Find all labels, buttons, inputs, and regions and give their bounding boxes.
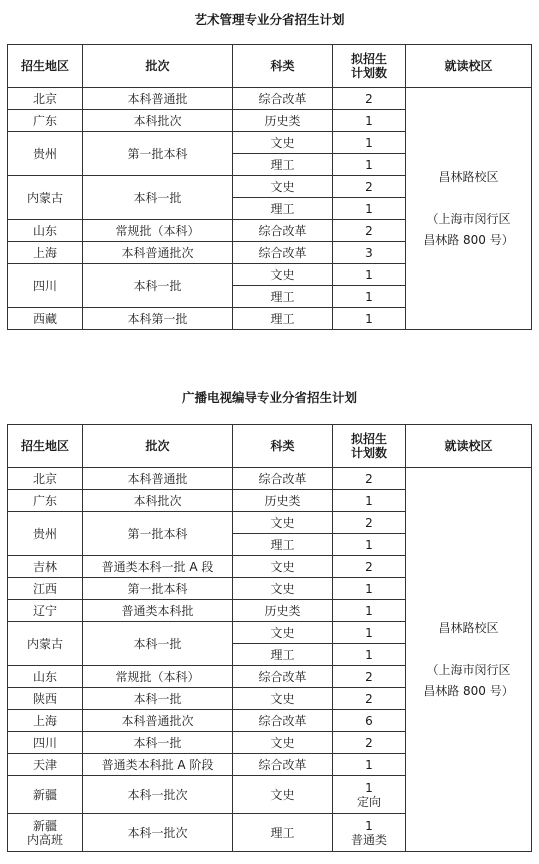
subject-type-cell: 理工	[233, 308, 333, 330]
region-cell: 上海	[8, 710, 83, 732]
batch-cell: 第一批本科	[83, 512, 233, 556]
region-cell: 新疆	[8, 776, 83, 814]
region-cell: 山东	[8, 666, 83, 688]
batch-cell: 本科普通批次	[83, 710, 233, 732]
batch-cell: 第一批本科	[83, 132, 233, 176]
plan-count-cell: 2	[333, 88, 406, 110]
subject-type-cell: 历史类	[233, 600, 333, 622]
subject-type-cell: 文史	[233, 512, 333, 534]
plan-count-cell: 2	[333, 732, 406, 754]
batch-cell: 本科一批	[83, 732, 233, 754]
plan-count-cell: 2	[333, 688, 406, 710]
subject-type-cell: 综合改革	[233, 754, 333, 776]
batch-cell: 本科一批次	[83, 814, 233, 852]
batch-cell: 普通类本科批 A 阶段	[83, 754, 233, 776]
batch-cell: 本科一批	[83, 622, 233, 666]
column-header: 就读校区	[406, 425, 532, 468]
plan-count-cell: 1	[333, 578, 406, 600]
column-header: 拟招生 计划数	[333, 425, 406, 468]
plan-count-cell: 1	[333, 198, 406, 220]
batch-cell: 本科一批	[83, 688, 233, 710]
region-cell: 四川	[8, 732, 83, 754]
batch-cell: 普通类本科一批 A 段	[83, 556, 233, 578]
region-cell: 广东	[8, 490, 83, 512]
plan-count-cell: 1	[333, 154, 406, 176]
subject-type-cell: 综合改革	[233, 220, 333, 242]
plan-count-cell: 1	[333, 644, 406, 666]
header-row	[8, 45, 532, 88]
subject-type-cell: 文史	[233, 264, 333, 286]
subject-type-cell: 理工	[233, 286, 333, 308]
subject-type-cell: 理工	[233, 154, 333, 176]
column-header: 招生地区	[8, 425, 83, 468]
subject-type-cell: 综合改革	[233, 710, 333, 732]
subject-type-cell: 文史	[233, 556, 333, 578]
batch-cell: 本科普通批	[83, 88, 233, 110]
header-row	[8, 425, 532, 468]
region-cell: 四川	[8, 264, 83, 308]
table-row	[8, 468, 532, 490]
plan-count-cell: 1 定向	[333, 776, 406, 814]
campus-cell: 昌林路校区 （上海市闵行区 昌林路 800 号）	[406, 88, 532, 330]
plan-count-cell: 2	[333, 220, 406, 242]
column-header: 科类	[233, 45, 333, 88]
subject-type-cell: 综合改革	[233, 88, 333, 110]
plan-count-cell: 1	[333, 110, 406, 132]
table-2-title: 广播电视编导专业分省招生计划	[181, 390, 357, 405]
region-cell: 北京	[8, 468, 83, 490]
plan-count-cell: 2	[333, 512, 406, 534]
batch-cell: 常规批（本科）	[83, 220, 233, 242]
campus-cell: 昌林路校区 （上海市闵行区 昌林路 800 号）	[406, 468, 532, 852]
subject-type-cell: 综合改革	[233, 468, 333, 490]
table-row	[8, 88, 532, 110]
subject-type-cell: 文史	[233, 176, 333, 198]
batch-cell: 普通类本科批	[83, 600, 233, 622]
plan-count-cell: 2	[333, 176, 406, 198]
region-cell: 贵州	[8, 512, 83, 556]
plan-count-cell: 2	[333, 556, 406, 578]
column-header: 就读校区	[406, 45, 532, 88]
subject-type-cell: 文史	[233, 622, 333, 644]
plan-count-cell: 2	[333, 468, 406, 490]
subject-type-cell: 历史类	[233, 110, 333, 132]
plan-count-cell: 2	[333, 666, 406, 688]
batch-cell: 常规批（本科）	[83, 666, 233, 688]
subject-type-cell: 综合改革	[233, 242, 333, 264]
region-cell: 天津	[8, 754, 83, 776]
batch-cell: 本科批次	[83, 110, 233, 132]
region-cell: 贵州	[8, 132, 83, 176]
batch-cell: 本科批次	[83, 490, 233, 512]
subject-type-cell: 文史	[233, 688, 333, 710]
region-cell: 北京	[8, 88, 83, 110]
plan-count-cell: 1	[333, 622, 406, 644]
region-cell: 上海	[8, 242, 83, 264]
region-cell: 新疆 内高班	[8, 814, 83, 852]
subject-type-cell: 理工	[233, 814, 333, 852]
plan-count-cell: 1	[333, 600, 406, 622]
subject-type-cell: 文史	[233, 132, 333, 154]
region-cell: 陕西	[8, 688, 83, 710]
batch-cell: 本科第一批	[83, 308, 233, 330]
region-cell: 内蒙古	[8, 176, 83, 220]
plan-count-cell: 6	[333, 710, 406, 732]
subject-type-cell: 理工	[233, 198, 333, 220]
subject-type-cell: 文史	[233, 776, 333, 814]
region-cell: 广东	[8, 110, 83, 132]
batch-cell: 本科一批	[83, 176, 233, 220]
plan-count-cell: 1	[333, 490, 406, 512]
region-cell: 内蒙古	[8, 622, 83, 666]
admission-plan-table-art-management	[7, 44, 532, 330]
batch-cell: 本科一批次	[83, 776, 233, 814]
subject-type-cell: 理工	[233, 644, 333, 666]
batch-cell: 本科一批	[83, 264, 233, 308]
plan-count-cell: 1	[333, 754, 406, 776]
region-cell: 辽宁	[8, 600, 83, 622]
plan-count-cell: 1	[333, 132, 406, 154]
batch-cell: 本科普通批次	[83, 242, 233, 264]
subject-type-cell: 综合改革	[233, 666, 333, 688]
batch-cell: 第一批本科	[83, 578, 233, 600]
subject-type-cell: 历史类	[233, 490, 333, 512]
column-header: 批次	[83, 425, 233, 468]
plan-count-cell: 1	[333, 534, 406, 556]
plan-count-cell: 1	[333, 308, 406, 330]
batch-cell: 本科普通批	[83, 468, 233, 490]
table-1-title: 艺术管理专业分省招生计划	[194, 12, 345, 27]
column-header: 招生地区	[8, 45, 83, 88]
plan-count-cell: 1	[333, 286, 406, 308]
column-header: 批次	[83, 45, 233, 88]
subject-type-cell: 理工	[233, 534, 333, 556]
plan-count-cell: 1 普通类	[333, 814, 406, 852]
admission-plan-table-broadcast-directing	[7, 424, 532, 852]
plan-count-cell: 3	[333, 242, 406, 264]
subject-type-cell: 文史	[233, 732, 333, 754]
plan-count-cell: 1	[333, 264, 406, 286]
region-cell: 吉林	[8, 556, 83, 578]
subject-type-cell: 文史	[233, 578, 333, 600]
column-header: 科类	[233, 425, 333, 468]
column-header: 拟招生 计划数	[333, 45, 406, 88]
region-cell: 西藏	[8, 308, 83, 330]
region-cell: 山东	[8, 220, 83, 242]
region-cell: 江西	[8, 578, 83, 600]
